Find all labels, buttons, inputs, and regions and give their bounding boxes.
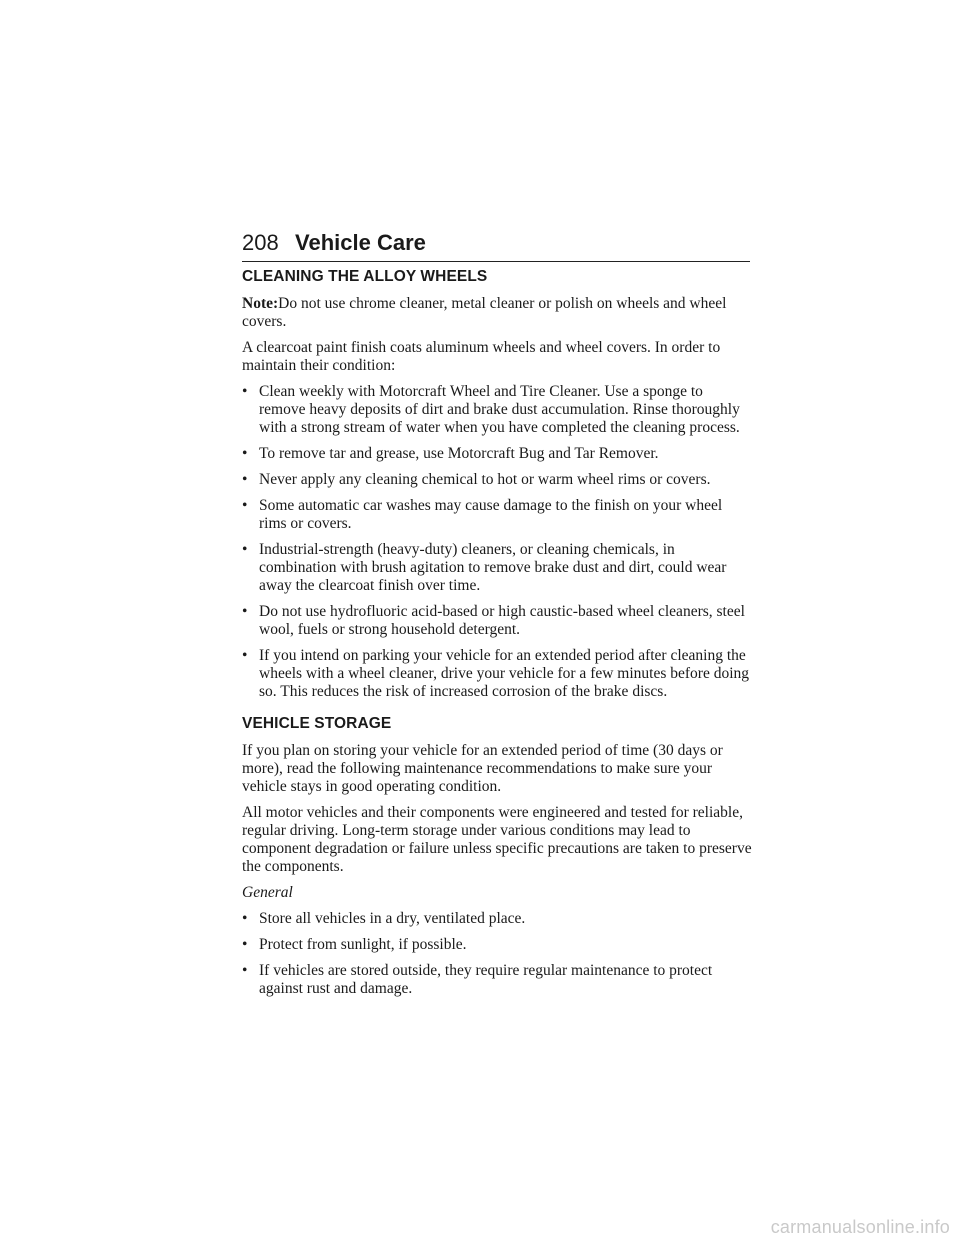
list-item: • If you intend on parking your vehicle for an extended period after cleaning the wheels with a wheel cleaner, drive your vehicle for a few minutes before doing so. This reduces the risk of increased corrosion of the brake discs. [242, 647, 750, 700]
page-number: 208 [242, 230, 279, 255]
note-label: Note: [242, 295, 279, 312]
list-item: • Never apply any cleaning chemical to hot or warm wheel rims or covers. [242, 471, 711, 488]
alloy-intro-paragraph: A clearcoat paint finish coats aluminum wheels and wheel covers. In order to maintain their condition: [242, 339, 721, 374]
page-content [242, 268, 752, 1006]
bullet-icon: • [242, 910, 248, 927]
list-item: • Some automatic car washes may cause damage to the finish on your wheel rims or covers. [242, 497, 723, 532]
list-item: • Do not use hydrofluoric acid-based or high caustic-based wheel cleaners, steel wool, fuels or strong household detergent. [242, 603, 745, 638]
bullet-icon: • [242, 603, 248, 620]
alloy-wheels-heading: CLEANING THE ALLOY WHEELS [242, 268, 488, 285]
bullet-icon: • [242, 471, 248, 488]
list-item: • To remove tar and grease, use Motorcraft Bug and Tar Remover. [242, 445, 659, 462]
storage-bullet-list [242, 910, 752, 998]
list-item: • If vehicles are stored outside, they require regular maintenance to protect against rust and damage. [242, 962, 713, 997]
general-subheading: General [242, 884, 293, 901]
bullet-icon: • [242, 445, 248, 462]
list-item: • Protect from sunlight, if possible. [242, 936, 467, 953]
section-title: Vehicle Care [295, 230, 426, 255]
bullet-icon: • [242, 647, 248, 664]
bullet-icon: • [242, 497, 248, 514]
bullet-icon: • [242, 383, 248, 400]
bullet-icon: • [242, 936, 248, 953]
note-paragraph [242, 295, 752, 331]
page-header [242, 228, 750, 262]
list-item: • Clean weekly with Motorcraft Wheel and Tire Cleaner. Use a sponge to remove heavy deposits of dirt and brake dust accumulation. Rinse thoroughly with a strong stream of water when you have completed the cleaning process. [242, 383, 740, 436]
bullet-icon: • [242, 962, 248, 979]
note-text: Do not use chrome cleaner, metal cleaner or polish on wheels and wheel covers. [242, 295, 727, 330]
vehicle-storage-heading: VEHICLE STORAGE [242, 715, 392, 732]
alloy-bullet-list [242, 383, 752, 701]
storage-paragraph-2: All motor vehicles and their components were engineered and tested for reliable, regular driving. Long-term storage under various conditions may lead to component degradation or failure unless specific precautions are taken to preserve the components. [242, 804, 752, 875]
storage-paragraph-1: If you plan on storing your vehicle for an extended period of time (30 days or more), read the following maintenance recommendations to make sure your vehicle stays in good operating condition. [242, 742, 723, 795]
list-item: • Store all vehicles in a dry, ventilated place. [242, 910, 526, 927]
list-item: • Industrial-strength (heavy-duty) cleaners, or cleaning chemicals, in combination with brush agitation to remove brake dust and dirt, could wear away the clearcoat finish over time. [242, 541, 727, 594]
bullet-icon: • [242, 541, 248, 558]
watermark: carmanualsonline.info [770, 1217, 950, 1237]
